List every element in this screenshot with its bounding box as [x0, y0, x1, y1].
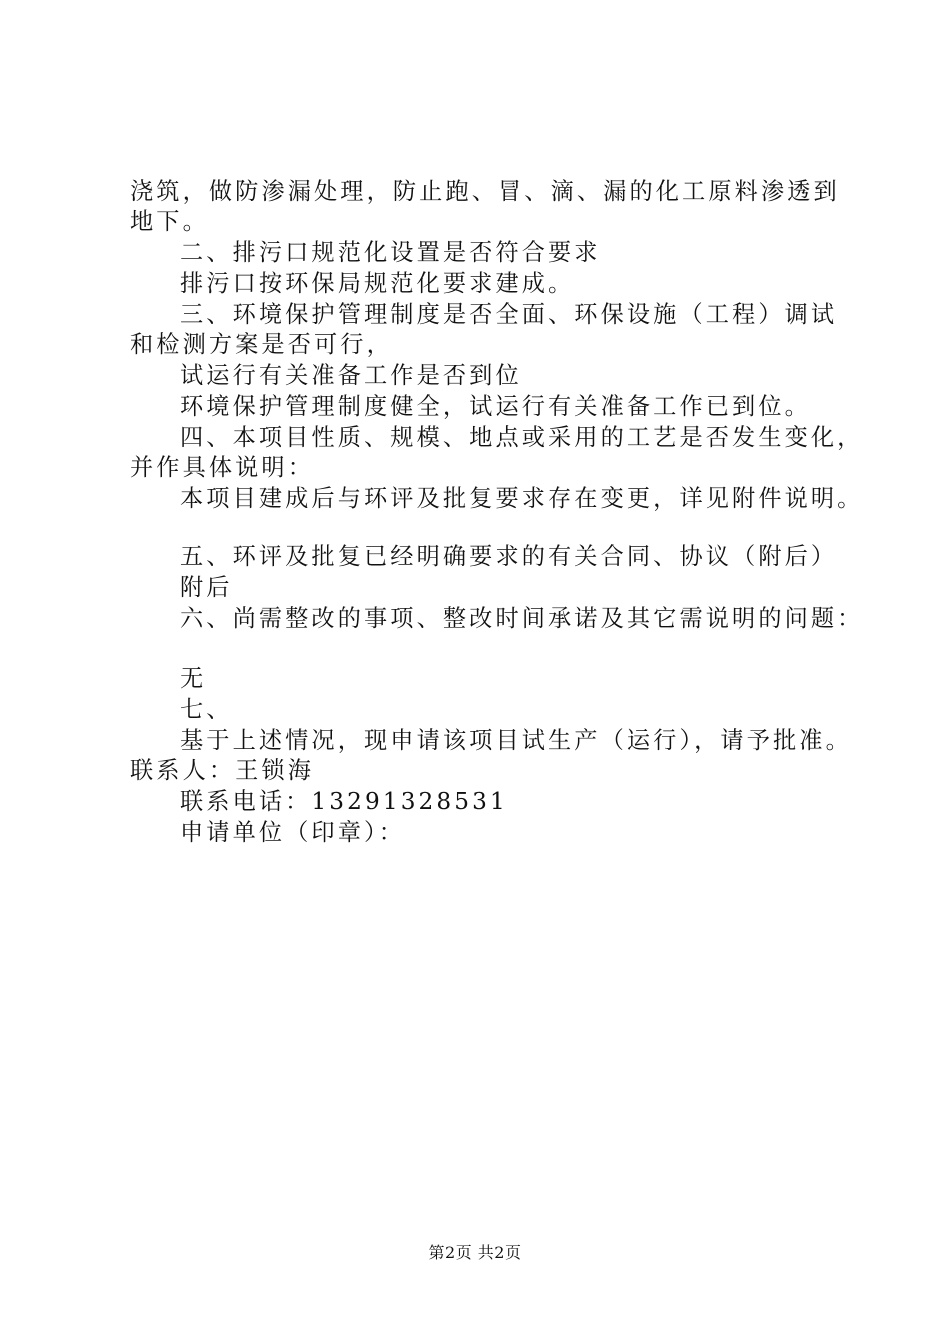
section-heading: 七、: [180, 696, 233, 723]
paragraph-line: 地下。: [130, 208, 209, 235]
paragraph-line: 附后: [180, 574, 233, 601]
paragraph-line: 基于上述情况，现申请该项目试生产（运行），请予批准。: [180, 727, 852, 754]
paragraph-line: 环境保护管理制度健全，试运行有关准备工作已到位。: [180, 393, 811, 420]
paragraph-line: 试运行有关准备工作是否到位: [180, 362, 522, 389]
page-indicator: 第2页 共2页: [428, 1243, 522, 1262]
paragraph-line: 排污口按环保局规范化要求建成。: [180, 270, 575, 297]
section-heading: 和检测方案是否可行，: [130, 331, 393, 358]
section-heading: 并作具体说明：: [130, 454, 315, 481]
section-heading: 三、环境保护管理制度是否全面、环保设施（工程）调试: [180, 301, 838, 328]
section-heading: 六、尚需整改的事项、整改时间承诺及其它需说明的问题：: [180, 605, 864, 632]
contact-phone: 联系电话：13291328531: [180, 788, 508, 815]
section-heading: 四、本项目性质、规模、地点或采用的工艺是否发生变化，: [180, 424, 864, 451]
paragraph-line: 本项目建成后与环评及批复要求存在变更，详见附件说明。: [180, 485, 864, 512]
applicant-seal-line: 申请单位（印章）：: [180, 819, 405, 846]
section-heading: 五、环评及批复已经明确要求的有关合同、协议（附后）: [180, 543, 838, 570]
section-heading: 二、排污口规范化设置是否符合要求: [180, 239, 601, 266]
paragraph-line: 无: [180, 665, 207, 692]
contact-person: 联系人：王锁海: [130, 757, 315, 784]
paragraph-line: 浇筑，做防渗漏处理，防止跑、冒、滴、漏的化工原料渗透到: [130, 178, 840, 205]
